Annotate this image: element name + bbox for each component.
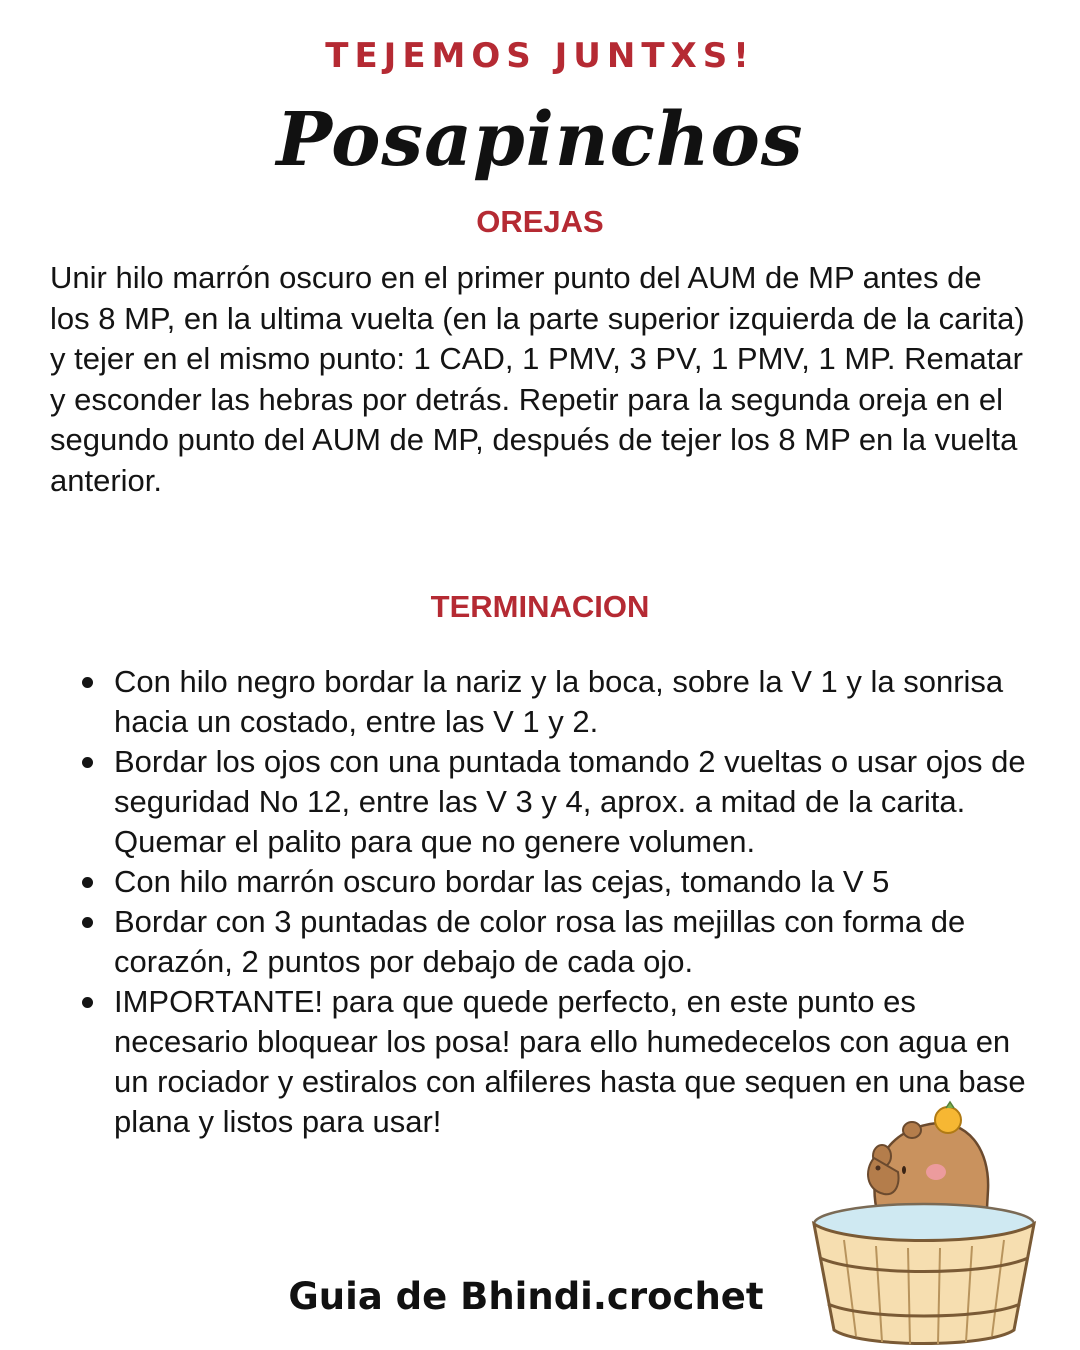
bullet-icon: [82, 917, 93, 928]
orejas-paragraph: Unir hilo marrón oscuro en el primer punto del AUM de MP antes de los 8 MP, en la ultima vuelta (en la parte superior izquierda de la carita) y tejer en el mismo punto: 1 CAD, 1 PMV, 3 PV, 1 PMV, 1 MP. Rematar y esconder las hebras por detrás. Repetir para la segunda oreja en el segundo punto del AUM de MP, después de tejer los 8 MP en la vuelta anterior.: [50, 260, 1025, 498]
list-item-text: Con hilo negro bordar la nariz y la boca, sobre la V 1 y la sonrisa hacia un costado, entre las V 1 y 2.: [114, 664, 1004, 739]
terminacion-list: [50, 662, 1035, 1142]
page-header: [0, 30, 1080, 190]
bullet-icon: [82, 997, 93, 1008]
list-item-text: Bordar los ojos con una puntada tomando 2 vueltas o usar ojos de seguridad No 12, entre las V 3 y 4, aprox. a mitad de la carita. Quemar el palito para que no genere volumen.: [114, 744, 1026, 859]
page-title: Posapinchos: [276, 97, 804, 183]
bullet-icon: [82, 877, 93, 888]
bullet-icon: [82, 677, 93, 688]
section-heading-orejas: OREJAS: [476, 204, 604, 239]
credit-footer: Guia de Bhindi.crochet: [288, 1275, 764, 1318]
capybara-in-tub-icon: [800, 1098, 1050, 1350]
list-item-text: Con hilo marrón oscuro bordar las cejas, tomando la V 5: [114, 864, 890, 899]
kicker-title: TEJEMOS JUNTXS!: [325, 36, 755, 76]
list-item: [50, 862, 1035, 902]
list-item-text: Bordar con 3 puntadas de color rosa las mejillas con forma de corazón, 2 puntos por debajo de cada ojo.: [114, 904, 966, 979]
list-item-text: IMPORTANTE! para que quede perfecto, en este punto es necesario bloquear los posa! para ello humedecelos con agua en un rociador y estiralos con alfileres hasta que sequen en una base plana y listos para usar!: [114, 984, 1026, 1139]
section-heading-terminacion: TERMINACION: [430, 589, 650, 624]
bullet-icon: [82, 757, 93, 768]
list-item: [50, 662, 1035, 742]
list-item: [50, 902, 1035, 982]
list-item: [50, 742, 1035, 862]
